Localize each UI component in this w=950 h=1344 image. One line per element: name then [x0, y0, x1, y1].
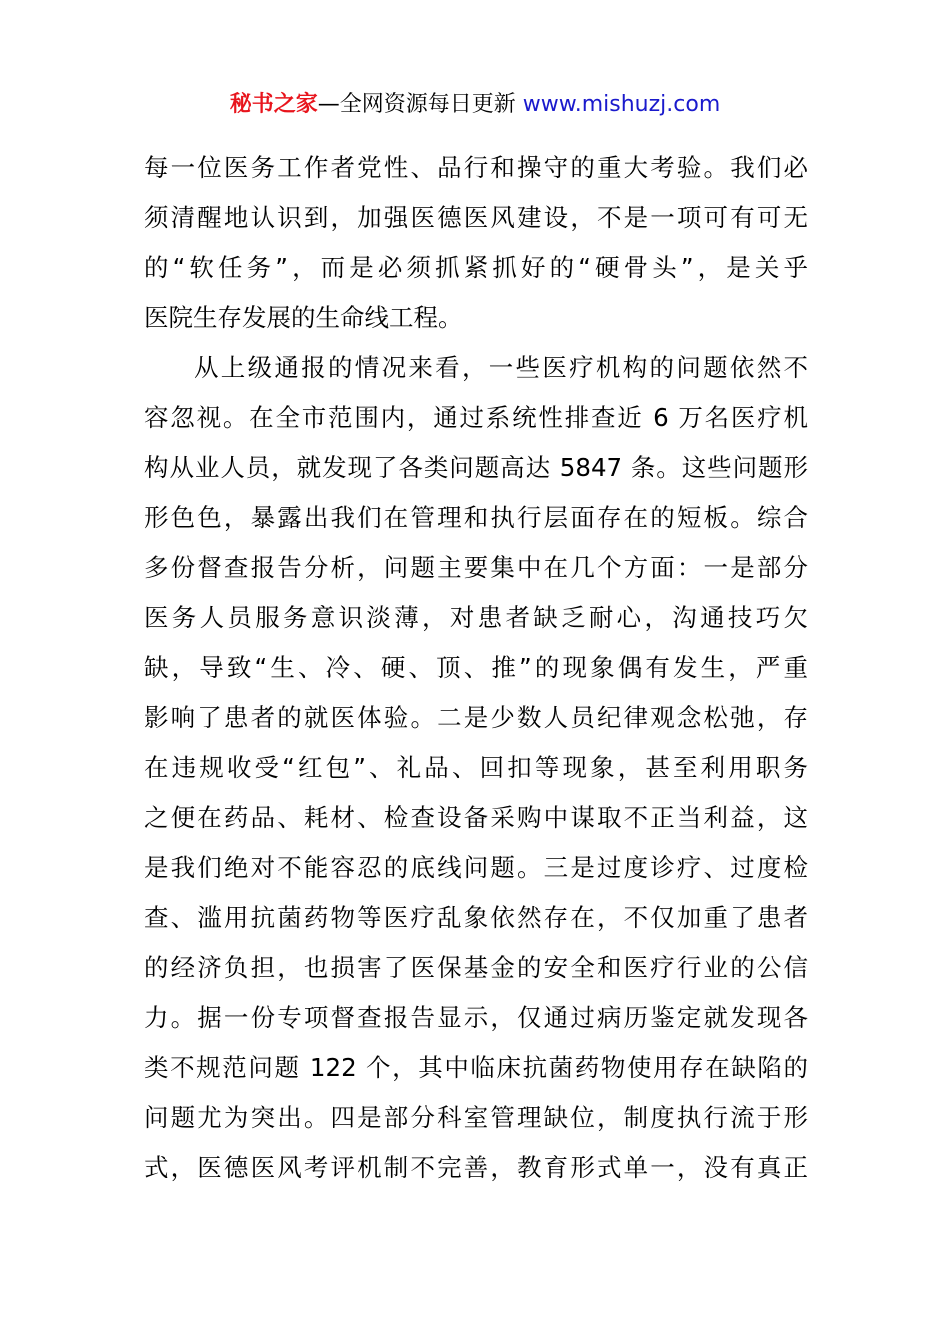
text-line: 的经济负担，也损害了医保基金的安全和医疗行业的公信 — [144, 953, 808, 982]
text-line: 须清醒地认识到，加强医德医风建设，不是一项可有可无 — [144, 203, 808, 232]
text-line: 每一位医务工作者党性、品行和操守的重大考验。我们必 — [144, 153, 808, 182]
page-header — [0, 89, 950, 121]
text-line: 构从业人员，就发现了各类问题高达 5847 条。这些问题形 — [144, 453, 808, 482]
header-url-link[interactable]: www.mishuzj.com — [522, 92, 721, 117]
text-line: 之便在药品、耗材、检查设备采购中谋取不正当利益，这 — [144, 803, 808, 832]
text-line: 缺，导致“生、冷、硬、顶、推”的现象偶有发生，严重 — [144, 653, 808, 682]
text-line: 的“软任务”，而是必须抓紧抓好的“硬骨头”，是关乎 — [144, 253, 808, 282]
text-line: 医院生存发展的生命线工程。 — [144, 303, 463, 332]
text-line: 容忽视。在全市范围内，通过系统性排查近 6 万名医疗机 — [144, 403, 808, 432]
text-line: 从上级通报的情况来看，一些医疗机构的问题依然不 — [194, 353, 808, 382]
text-line: 查、滥用抗菌药物等医疗乱象依然存在，不仅加重了患者 — [144, 903, 808, 932]
text-line: 式，医德医风考评机制不完善，教育形式单一，没有真正 — [144, 1153, 808, 1182]
text-line: 类不规范问题 122 个，其中临床抗菌药物使用存在缺陷的 — [144, 1053, 808, 1082]
text-line: 力。据一份专项督查报告显示，仅通过病历鉴定就发现各 — [144, 1003, 808, 1032]
text-line: 医务人员服务意识淡薄，对患者缺乏耐心，沟通技巧欠 — [144, 603, 808, 632]
text-line: 多份督查报告分析，问题主要集中在几个方面：一是部分 — [144, 553, 808, 582]
header-tagline: —全网资源每日更新 — [317, 92, 523, 117]
text-line: 问题尤为突出。四是部分科室管理缺位，制度执行流于形 — [144, 1103, 808, 1132]
text-line: 是我们绝对不能容忍的底线问题。三是过度诊疗、过度检 — [144, 853, 808, 882]
header-brand: 秘书之家 — [229, 92, 318, 117]
text-line: 形色色，暴露出我们在管理和执行层面存在的短板。综合 — [144, 503, 808, 532]
text-line: 在违规收受“红包”、礼品、回扣等现象，甚至利用职务 — [144, 753, 808, 782]
text-line: 影响了患者的就医体验。二是少数人员纪律观念松弛，存 — [144, 703, 808, 732]
document-body — [144, 143, 808, 1193]
